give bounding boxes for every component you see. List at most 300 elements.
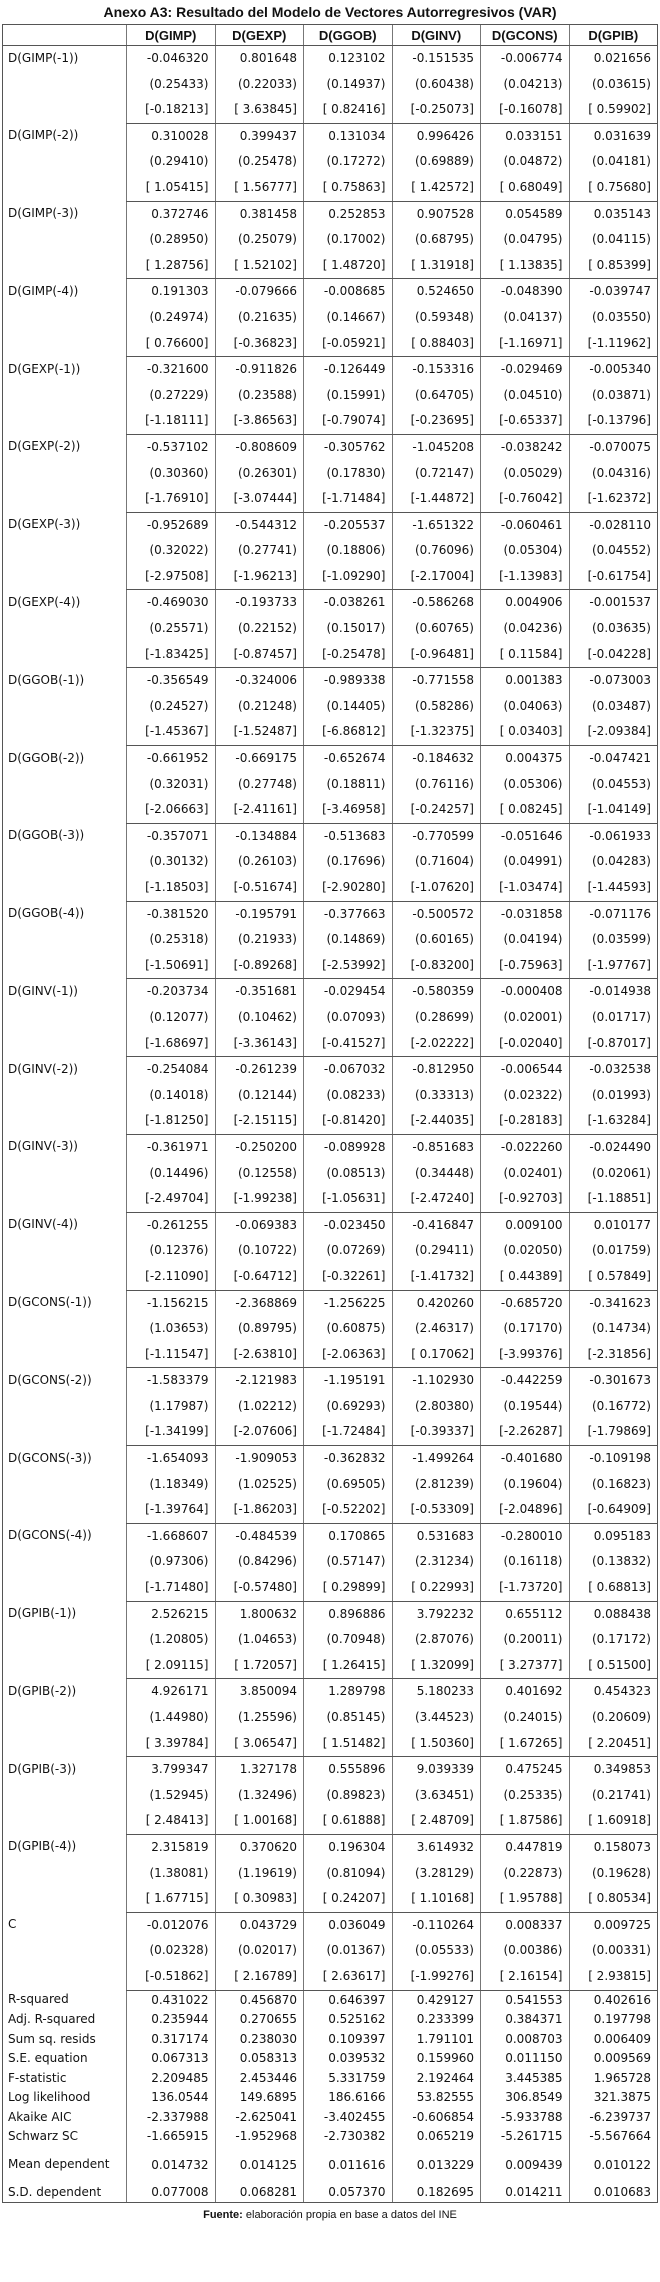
t-stat-cell: [ 0.29899] [304,1575,393,1601]
t-stat-cell: [-2.63810] [215,1342,304,1368]
t-stat-cell: [-1.45367] [127,719,216,745]
std-error-cell: (0.24015) [481,1705,570,1731]
coefficient-cell: 0.310028 [127,123,216,149]
stat-value-cell: -5.933788 [481,2108,570,2128]
t-stat-cell: [ 1.48720] [304,253,393,279]
coefficient-cell: -0.401680 [481,1446,570,1472]
coefficient-cell: -0.126449 [304,357,393,383]
std-error-cell: (0.69505) [304,1472,393,1498]
coefficient-cell: 3.614932 [392,1834,481,1860]
t-stat-cell: [-1.04149] [569,797,658,823]
stat-value-cell: 136.0544 [127,2088,216,2108]
row-label: D(GIMP(-4)) [3,279,127,357]
table-row [3,1057,658,1083]
std-error-cell: (0.03550) [569,305,658,331]
std-error-cell: (0.03635) [569,616,658,642]
coefficient-cell: -0.109198 [569,1446,658,1472]
source-label: Fuente: [203,2209,243,2222]
std-error-cell: (0.17830) [304,461,393,487]
t-stat-cell: [ 0.76600] [127,331,216,357]
std-error-cell: (2.46317) [392,1316,481,1342]
t-stat-cell: [-1.71480] [127,1575,216,1601]
row-label: D(GPIB(-4)) [3,1834,127,1912]
coefficient-cell: 0.524650 [392,279,481,305]
stat-label: Log likelihood [3,2088,127,2108]
table-row [3,201,658,227]
row-label: D(GINV(-4)) [3,1212,127,1290]
coefficient-cell: -0.377663 [304,901,393,927]
coefficient-cell: 0.031639 [569,123,658,149]
table-row [3,1446,658,1472]
std-error-cell: (1.17987) [127,1394,216,1420]
std-error-cell: (0.24527) [127,694,216,720]
t-stat-cell: [ 3.39784] [127,1731,216,1757]
std-error-cell: (0.12558) [215,1161,304,1187]
t-stat-cell: [ 1.87586] [481,1808,570,1834]
stat-value-cell: 0.057370 [304,2183,393,2203]
t-stat-cell: [-1.50691] [127,953,216,979]
coefficient-cell: 1.327178 [215,1757,304,1783]
std-error-cell: (0.04236) [481,616,570,642]
std-error-cell: (0.04991) [481,849,570,875]
coefficient-cell: -0.006774 [481,46,570,72]
coefficient-cell: -0.089928 [304,1134,393,1160]
t-stat-cell: [ 2.48709] [392,1808,481,1834]
row-label: D(GEXP(-1)) [3,357,127,435]
stat-value-cell: 0.525162 [304,2010,393,2030]
std-error-cell: (0.01759) [569,1238,658,1264]
coefficient-cell: 0.033151 [481,123,570,149]
coefficient-cell: -1.668607 [127,1523,216,1549]
std-error-cell: (0.57147) [304,1549,393,1575]
stat-value-cell: 321.3875 [569,2088,658,2108]
std-error-cell: (1.02525) [215,1472,304,1498]
std-error-cell: (0.60438) [392,72,481,98]
stat-row [3,2183,658,2203]
stat-value-cell: 0.429127 [392,1990,481,2010]
t-stat-cell: [-0.51674] [215,875,304,901]
t-stat-cell: [ 1.67265] [481,1731,570,1757]
column-header: D(GCONS) [481,25,570,46]
t-stat-cell: [ 0.24207] [304,1886,393,1912]
t-stat-cell: [-0.81420] [304,1108,393,1134]
coefficient-cell: 0.420260 [392,1290,481,1316]
std-error-cell: (0.22873) [481,1861,570,1887]
std-error-cell: (1.03653) [127,1316,216,1342]
std-error-cell: (0.27748) [215,772,304,798]
coefficient-cell: 0.004906 [481,590,570,616]
std-error-cell: (0.27229) [127,383,216,409]
std-error-cell: (0.32031) [127,772,216,798]
std-error-cell: (0.18811) [304,772,393,798]
coefficient-cell: 0.370620 [215,1834,304,1860]
t-stat-cell: [-1.62372] [569,486,658,512]
stat-value-cell: 0.197798 [569,2010,658,2030]
coefficient-cell: -0.771558 [392,668,481,694]
stat-value-cell: -1.665915 [127,2127,216,2147]
stat-value-cell: 0.009569 [569,2049,658,2069]
stat-value-cell: 1.965728 [569,2069,658,2089]
coefficient-cell: -0.812950 [392,1057,481,1083]
std-error-cell: (0.25079) [215,227,304,253]
std-error-cell: (0.04137) [481,305,570,331]
t-stat-cell: [-1.16971] [481,331,570,357]
t-stat-cell: [ 0.82416] [304,97,393,123]
coefficient-cell: -0.073003 [569,668,658,694]
std-error-cell: (0.10722) [215,1238,304,1264]
row-label: D(GCONS(-4)) [3,1523,127,1601]
column-header: D(GIMP) [127,25,216,46]
coefficient-cell: -0.261239 [215,1057,304,1083]
table-row [3,1679,658,1705]
std-error-cell: (0.76116) [392,772,481,798]
t-stat-cell: [-0.39337] [392,1419,481,1445]
t-stat-cell: [ 0.08245] [481,797,570,823]
coefficient-cell: 0.896886 [304,1601,393,1627]
t-stat-cell: [-0.25073] [392,97,481,123]
coefficient-cell: 0.191303 [127,279,216,305]
coefficient-cell: 0.349853 [569,1757,658,1783]
coefficient-cell: 3.799347 [127,1757,216,1783]
std-error-cell: (0.72147) [392,461,481,487]
coefficient-cell: 0.054589 [481,201,570,227]
std-error-cell: (0.84296) [215,1549,304,1575]
t-stat-cell: [-0.87017] [569,1031,658,1057]
t-stat-cell: [-2.02222] [392,1031,481,1057]
stat-value-cell: -2.730382 [304,2127,393,2147]
coefficient-cell: -0.039747 [569,279,658,305]
std-error-cell: (1.18349) [127,1472,216,1498]
std-error-cell: (0.22152) [215,616,304,642]
t-stat-cell: [ 0.51500] [569,1653,658,1679]
coefficient-cell: -0.442259 [481,1368,570,1394]
stat-value-cell: 0.009439 [481,2147,570,2183]
table-row [3,279,658,305]
coefficient-cell: -0.586268 [392,590,481,616]
t-stat-cell: [ 0.11584] [481,642,570,668]
std-error-cell: (1.20805) [127,1627,216,1653]
stat-label: R-squared [3,1990,127,2010]
stat-row [3,2147,658,2183]
t-stat-cell: [-1.03474] [481,875,570,901]
coefficient-cell: -0.038242 [481,434,570,460]
coefficient-cell: 0.123102 [304,46,393,72]
table-body [3,46,658,2203]
coefficient-cell: -0.952689 [127,512,216,538]
coefficient-cell: 0.035143 [569,201,658,227]
stat-value-cell: 0.039532 [304,2049,393,2069]
coefficient-cell: -0.250200 [215,1134,304,1160]
t-stat-cell: [-1.32375] [392,719,481,745]
std-error-cell: (0.05304) [481,538,570,564]
std-error-cell: (0.02001) [481,1005,570,1031]
t-stat-cell: [ 0.22993] [392,1575,481,1601]
coefficient-cell: -0.060461 [481,512,570,538]
t-stat-cell: [-0.57480] [215,1575,304,1601]
t-stat-cell: [-0.23695] [392,408,481,434]
coefficient-cell: 0.158073 [569,1834,658,1860]
std-error-cell: (0.02328) [127,1938,216,1964]
stat-row [3,2049,658,2069]
coefficient-cell: 0.043729 [215,1912,304,1938]
stat-value-cell: 149.6895 [215,2088,304,2108]
stat-value-cell: 0.235944 [127,2010,216,2030]
t-stat-cell: [-1.99276] [392,1964,481,1990]
std-error-cell: (0.02017) [215,1938,304,1964]
coefficient-cell: 9.039339 [392,1757,481,1783]
coefficient-cell: -0.195791 [215,901,304,927]
t-stat-cell: [ 3.06547] [215,1731,304,1757]
std-error-cell: (0.69889) [392,149,481,175]
std-error-cell: (0.03487) [569,694,658,720]
coefficient-cell: -0.851683 [392,1134,481,1160]
t-stat-cell: [-2.15115] [215,1108,304,1134]
stat-value-cell: 0.541553 [481,1990,570,2010]
table-row [3,1523,658,1549]
std-error-cell: (0.04181) [569,149,658,175]
t-stat-cell: [-2.53992] [304,953,393,979]
std-error-cell: (0.13832) [569,1549,658,1575]
coefficient-cell: -1.195191 [304,1368,393,1394]
t-stat-cell: [ 0.57849] [569,1264,658,1290]
std-error-cell: (0.69293) [304,1394,393,1420]
t-stat-cell: [-0.13796] [569,408,658,434]
coefficient-cell: -0.989338 [304,668,393,694]
coefficient-cell: -0.301673 [569,1368,658,1394]
stat-value-cell: 0.010683 [569,2183,658,2203]
table-row [3,512,658,538]
coefficient-cell: 0.996426 [392,123,481,149]
t-stat-cell: [ 1.31918] [392,253,481,279]
row-label: D(GPIB(-1)) [3,1601,127,1679]
std-error-cell: (3.28129) [392,1861,481,1887]
std-error-cell: (0.23588) [215,383,304,409]
coefficient-cell: 0.036049 [304,1912,393,1938]
t-stat-cell: [-2.04896] [481,1497,570,1523]
std-error-cell: (0.33313) [392,1083,481,1109]
coefficient-cell: -0.024490 [569,1134,658,1160]
t-stat-cell: [-2.09384] [569,719,658,745]
std-error-cell: (0.89795) [215,1316,304,1342]
stat-label: S.D. dependent [3,2183,127,2203]
std-error-cell: (0.16772) [569,1394,658,1420]
t-stat-cell: [ 1.56777] [215,175,304,201]
std-error-cell: (0.59348) [392,305,481,331]
coefficient-cell: -0.484539 [215,1523,304,1549]
stat-value-cell: 0.014125 [215,2147,304,2183]
t-stat-cell: [-1.52487] [215,719,304,745]
std-error-cell: (0.14496) [127,1161,216,1187]
t-stat-cell: [-1.96213] [215,564,304,590]
std-error-cell: (0.05533) [392,1938,481,1964]
t-stat-cell: [-0.24257] [392,797,481,823]
coefficient-cell: -0.685720 [481,1290,570,1316]
coefficient-cell: -0.305762 [304,434,393,460]
coefficient-cell: 0.009725 [569,1912,658,1938]
std-error-cell: (0.25478) [215,149,304,175]
coefficient-cell: -1.156215 [127,1290,216,1316]
stat-value-cell: 0.010122 [569,2147,658,2183]
std-error-cell: (0.32022) [127,538,216,564]
t-stat-cell: [-0.64712] [215,1264,304,1290]
std-error-cell: (0.04316) [569,461,658,487]
coefficient-cell: -0.029454 [304,979,393,1005]
coefficient-cell: -0.046320 [127,46,216,72]
std-error-cell: (0.07093) [304,1005,393,1031]
std-error-cell: (2.31234) [392,1549,481,1575]
stat-value-cell: 186.6166 [304,2088,393,2108]
t-stat-cell: [-0.89268] [215,953,304,979]
std-error-cell: (0.04553) [569,772,658,798]
std-error-cell: (1.25596) [215,1705,304,1731]
table-row [3,823,658,849]
std-error-cell: (0.02050) [481,1238,570,1264]
coefficient-cell: -0.469030 [127,590,216,616]
coefficient-cell: -0.669175 [215,746,304,772]
stat-value-cell: 2.453446 [215,2069,304,2089]
t-stat-cell: [-1.11547] [127,1342,216,1368]
coefficient-cell: 0.021656 [569,46,658,72]
coefficient-cell: 2.315819 [127,1834,216,1860]
coefficient-cell: 1.289798 [304,1679,393,1705]
t-stat-cell: [-1.11962] [569,331,658,357]
row-label: D(GIMP(-2)) [3,123,127,201]
coefficient-cell: 0.252853 [304,201,393,227]
t-stat-cell: [ 2.20451] [569,1731,658,1757]
std-error-cell: (0.97306) [127,1549,216,1575]
stat-label: Mean dependent [3,2147,127,2183]
table-row [3,746,658,772]
std-error-cell: (0.03871) [569,383,658,409]
std-error-cell: (0.05306) [481,772,570,798]
t-stat-cell: [ 3.27377] [481,1653,570,1679]
coefficient-cell: -0.134884 [215,823,304,849]
std-error-cell: (0.04213) [481,72,570,98]
t-stat-cell: [-0.02040] [481,1031,570,1057]
std-error-cell: (0.04063) [481,694,570,720]
coefficient-cell: 0.095183 [569,1523,658,1549]
std-error-cell: (0.30360) [127,461,216,487]
t-stat-cell: [-0.25478] [304,642,393,668]
std-error-cell: (3.44523) [392,1705,481,1731]
t-stat-cell: [ 1.42572] [392,175,481,201]
t-stat-cell: [-3.36143] [215,1031,304,1057]
stat-value-cell: 0.182695 [392,2183,481,2203]
stat-label: Sum sq. resids [3,2030,127,2050]
t-stat-cell: [-1.18851] [569,1186,658,1212]
stat-value-cell: 5.331759 [304,2069,393,2089]
std-error-cell: (0.12144) [215,1083,304,1109]
coefficient-cell: 0.008337 [481,1912,570,1938]
std-error-cell: (0.19628) [569,1861,658,1887]
std-error-cell: (0.21933) [215,927,304,953]
t-stat-cell: [-0.32261] [304,1264,393,1290]
stat-value-cell: -0.606854 [392,2108,481,2128]
source-note [0,2209,660,2221]
table-row [3,46,658,72]
coefficient-cell: -0.770599 [392,823,481,849]
table-row [3,1212,658,1238]
t-stat-cell: [-3.46958] [304,797,393,823]
coefficient-cell: -0.032538 [569,1057,658,1083]
coefficient-cell: -0.261255 [127,1212,216,1238]
t-stat-cell: [-1.97767] [569,953,658,979]
stat-row [3,1990,658,2010]
t-stat-cell: [-1.71484] [304,486,393,512]
std-error-cell: (0.89823) [304,1783,393,1809]
coefficient-cell: -0.356549 [127,668,216,694]
std-error-cell: (2.81239) [392,1472,481,1498]
std-error-cell: (0.85145) [304,1705,393,1731]
std-error-cell: (2.87076) [392,1627,481,1653]
stat-value-cell: 0.014732 [127,2147,216,2183]
stat-label: Adj. R-squared [3,2010,127,2030]
stat-row [3,2127,658,2147]
t-stat-cell: [ 2.48413] [127,1808,216,1834]
t-stat-cell: [ 1.28756] [127,253,216,279]
t-stat-cell: [-0.05921] [304,331,393,357]
row-label: D(GINV(-1)) [3,979,127,1057]
std-error-cell: (0.25571) [127,616,216,642]
stat-value-cell: -5.567664 [569,2127,658,2147]
std-error-cell: (0.14869) [304,927,393,953]
coefficient-cell: 3.850094 [215,1679,304,1705]
t-stat-cell: [-0.65337] [481,408,570,434]
stat-value-cell: 0.384371 [481,2010,570,2030]
t-stat-cell: [ 2.63617] [304,1964,393,1990]
t-stat-cell: [ 1.72057] [215,1653,304,1679]
stat-value-cell: 0.077008 [127,2183,216,2203]
std-error-cell: (0.01993) [569,1083,658,1109]
row-label: D(GGOB(-4)) [3,901,127,979]
row-label: D(GEXP(-4)) [3,590,127,668]
t-stat-cell: [-1.41732] [392,1264,481,1290]
t-stat-cell: [-0.36823] [215,331,304,357]
std-error-cell: (0.20011) [481,1627,570,1653]
coefficient-cell: -0.184632 [392,746,481,772]
t-stat-cell: [-1.13983] [481,564,570,590]
table-row [3,1601,658,1627]
coefficient-cell: -0.031858 [481,901,570,927]
coefficient-cell: -0.652674 [304,746,393,772]
std-error-cell: (1.38081) [127,1861,216,1887]
std-error-cell: (2.80380) [392,1394,481,1420]
stat-row [3,2010,658,2030]
std-error-cell: (0.18806) [304,538,393,564]
table-row [3,357,658,383]
stat-value-cell: 0.068281 [215,2183,304,2203]
std-error-cell: (1.04653) [215,1627,304,1653]
t-stat-cell: [-0.52202] [304,1497,393,1523]
std-error-cell: (0.64705) [392,383,481,409]
coefficient-cell: -2.121983 [215,1368,304,1394]
stat-value-cell: 0.008703 [481,2030,570,2050]
row-label: D(GINV(-2)) [3,1057,127,1135]
stat-label: S.E. equation [3,2049,127,2069]
std-error-cell: (0.04283) [569,849,658,875]
std-error-cell: (0.01367) [304,1938,393,1964]
t-stat-cell: [-1.99238] [215,1186,304,1212]
std-error-cell: (0.71604) [392,849,481,875]
coefficient-cell: -0.341623 [569,1290,658,1316]
coefficient-cell: 0.401692 [481,1679,570,1705]
t-stat-cell: [-0.92703] [481,1186,570,1212]
coefficient-cell: 0.531683 [392,1523,481,1549]
std-error-cell: (0.08233) [304,1083,393,1109]
stat-value-cell: -5.261715 [481,2127,570,2147]
std-error-cell: (0.25335) [481,1783,570,1809]
t-stat-cell: [ 1.26415] [304,1653,393,1679]
